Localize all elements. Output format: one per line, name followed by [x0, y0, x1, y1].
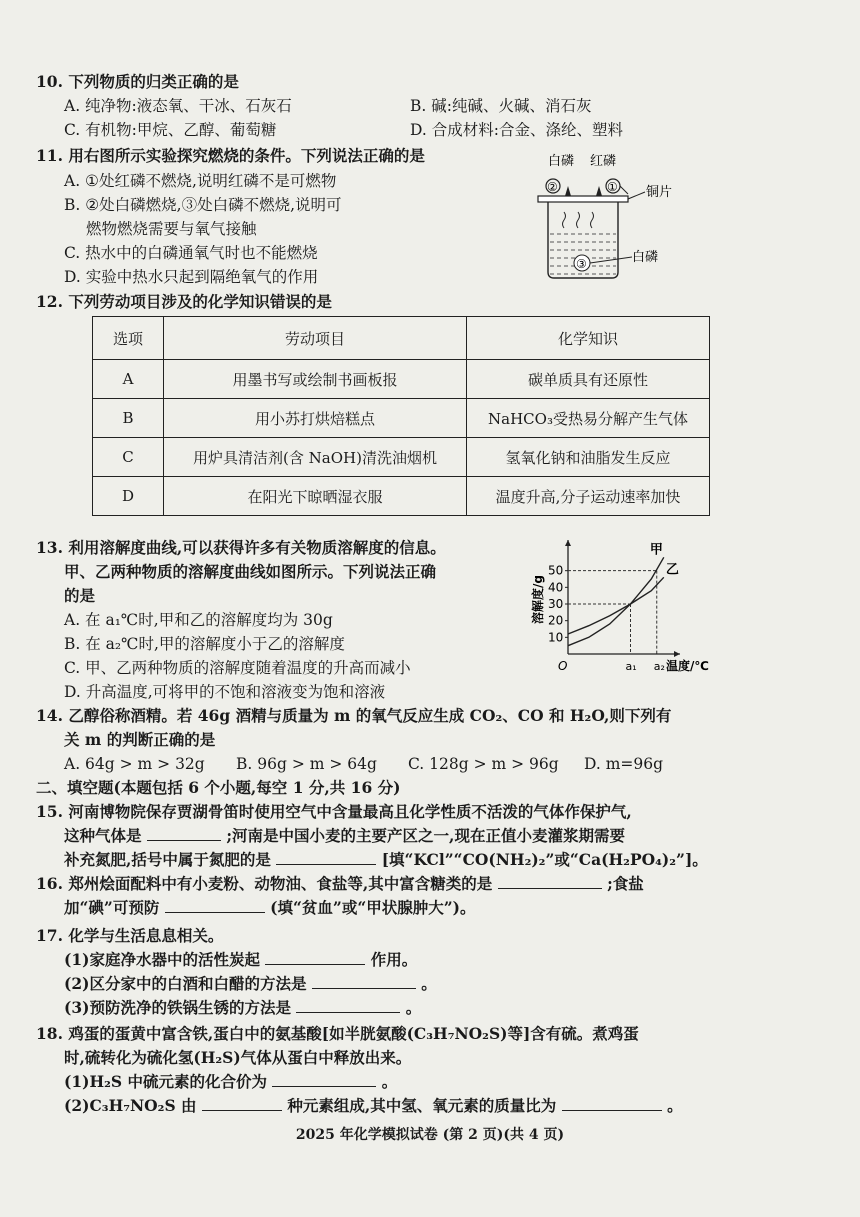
series-line-乙 — [568, 577, 664, 634]
q14-stem-line2: 关 m 的判断正确的是 — [64, 730, 216, 749]
q18-blank-3[interactable] — [562, 1096, 662, 1111]
q16-text: 加“碘”可预防 — [64, 898, 160, 917]
q15-blank-2[interactable] — [276, 850, 376, 865]
combustion-apparatus-figure — [520, 150, 720, 285]
table-cell: B — [93, 399, 164, 438]
fig-mark-2: ② — [547, 180, 558, 194]
q11-stem: 11. 用右图所示实验探究燃烧的条件。下列说法正确的是 — [36, 146, 425, 165]
q15-text: 补充氮肥,括号中属于氮肥的是 — [64, 850, 271, 869]
table-row — [93, 477, 710, 516]
q13-option-d: D. 升高温度,可将甲的不饱和溶液变为饱和溶液 — [64, 683, 386, 701]
q14-stem-line1: 14. 乙醇俗称酒精。若 46g 酒精与质量为 m 的氧气反应生成 CO₂、CO 和 H₂O,则下列有 — [36, 706, 672, 725]
q10-option-c: C. 有机物:甲烷、乙醇、葡萄糖 — [64, 121, 277, 139]
q13-stem-line1: 13. 利用溶解度曲线,可以获得许多有关物质溶解度的信息。 — [36, 538, 446, 557]
q18-text: 。 — [381, 1072, 398, 1091]
table-cell: 在阳光下晾晒湿衣服 — [164, 477, 467, 516]
q10-stem: 10. 下列物质的归类正确的是 — [36, 72, 239, 91]
table-header: 劳动项目 — [164, 317, 467, 360]
q16-blank-1[interactable] — [498, 874, 602, 889]
table-cell: 用小苏打烘焙糕点 — [164, 399, 467, 438]
y-tick-label: 40 — [548, 580, 564, 595]
q17-text: (2)区分家中的白酒和白醋的方法是 — [64, 974, 307, 993]
q14-option-a: A. 64g > m > 32g — [64, 755, 205, 773]
q17-sub3 — [64, 998, 421, 1018]
fig-label-white-p: 白磷 — [548, 154, 575, 169]
table-header-row — [93, 317, 710, 360]
q11-option-c: C. 热水中的白磷通氧气时也不能燃烧 — [64, 244, 318, 262]
q17-blank-1[interactable] — [265, 950, 365, 965]
table-row — [93, 438, 710, 477]
q16-line2 — [64, 898, 476, 918]
q17-blank-2[interactable] — [312, 974, 416, 989]
q15-line2 — [64, 826, 625, 846]
q17-text: (3)预防洗净的铁锅生锈的方法是 — [64, 998, 291, 1017]
y-tick-label: 20 — [548, 613, 564, 628]
q15-line1: 15. 河南博物院保存贾湖骨笛时使用空气中含量最高且化学性质不活泼的气体作保护气, — [36, 802, 632, 821]
q14-option-d: D. m=96g — [584, 755, 664, 773]
table-header: 选项 — [93, 317, 164, 360]
q11-option-d: D. 实验中热水只起到隔绝氧气的作用 — [64, 268, 319, 286]
series-label: 甲 — [649, 542, 663, 558]
q18-blank-2[interactable] — [202, 1096, 282, 1111]
q18-text: (1)H₂S 中硫元素的化合价为 — [64, 1072, 267, 1091]
q16-text: (填“贫血”或“甲状腺肿大”)。 — [270, 898, 476, 917]
q10-option-a: A. 纯净物:液态氧、干冰、石灰石 — [64, 97, 292, 115]
table-row — [93, 399, 710, 438]
q10-option-d: D. 合成材料:合金、涤纶、塑料 — [410, 121, 623, 139]
q18-text: 种元素组成,其中氢、氧元素的质量比为 — [287, 1096, 557, 1115]
q18-text: (2)C₃H₇NO₂S 由 — [64, 1096, 197, 1115]
q15-text: ;河南是中国小麦的主要产区之一,现在正值小麦灌浆期需要 — [226, 826, 625, 845]
q16-text: 16. 郑州烩面配料中有小麦粉、动物油、食盐等,其中富含糖类的是 — [36, 874, 493, 893]
q17-stem: 17. 化学与生活息息相关。 — [36, 926, 224, 945]
q12-table — [92, 316, 710, 516]
q17-text: 。 — [421, 974, 437, 993]
q15-line3 — [64, 850, 708, 870]
x-axis-label: 温度/℃ — [666, 659, 709, 673]
table-cell: 用炉具清洁剂(含 NaOH)清洗油烟机 — [164, 438, 467, 477]
table-cell: 温度升高,分子运动速率加快 — [467, 477, 710, 516]
origin-label: O — [558, 659, 568, 673]
y-tick-label: 10 — [548, 630, 564, 645]
q11-option-b-cont: 燃物燃烧需要与氧气接触 — [86, 220, 257, 238]
q13-stem-line2: 甲、乙两种物质的溶解度曲线如图所示。下列说法正确 — [64, 562, 437, 581]
q18-sub1 — [64, 1072, 397, 1092]
solubility-chart — [510, 536, 709, 676]
q12-stem: 12. 下列劳动项目涉及的化学知识错误的是 — [36, 292, 332, 311]
x-tick-label: a₂ — [653, 660, 665, 673]
table-row — [93, 360, 710, 399]
y-axis-arrow — [565, 540, 571, 546]
q10-option-b: B. 碱:纯碱、火碱、消石灰 — [410, 97, 592, 115]
table-cell: C — [93, 438, 164, 477]
q16-blank-2[interactable] — [165, 898, 265, 913]
q15-text: [填“KCl”“CO(NH₂)₂”或“Ca(H₂PO₄)₂”]。 — [381, 850, 708, 869]
table-header: 化学知识 — [467, 317, 710, 360]
q15-text: 这种气体是 — [64, 826, 142, 845]
q18-line1: 18. 鸡蛋的蛋黄中富含铁,蛋白中的氨基酸[如半胱氨酸(C₃H₇NO₂S)等]含有硫。煮鸡蛋 — [36, 1024, 639, 1043]
q14-option-b: B. 96g > m > 64g — [236, 755, 377, 773]
y-tick-label: 50 — [548, 563, 564, 578]
q13-option-c: C. 甲、乙两种物质的溶解度随着温度的升高而减小 — [64, 659, 411, 677]
y-axis-label: 溶解度/g — [531, 575, 545, 624]
q14-option-c: C. 128g > m > 96g — [408, 755, 559, 773]
fig-mark-3: ③ — [576, 257, 587, 271]
q17-sub1 — [64, 950, 417, 970]
fig-label-copper: 铜片 — [646, 185, 673, 200]
x-axis-arrow — [674, 651, 680, 657]
q13-option-b: B. 在 a₂℃时,甲的溶解度小于乙的溶解度 — [64, 635, 345, 653]
fig-mark-1: ① — [607, 180, 618, 194]
q18-line2: 时,硫转化为硫化氢(H₂S)气体从蛋白中释放出来。 — [64, 1048, 412, 1067]
q15-blank-1[interactable] — [147, 826, 221, 841]
table-cell: D — [93, 477, 164, 516]
q16-line1 — [36, 874, 644, 894]
q18-blank-1[interactable] — [272, 1072, 376, 1087]
series-label: 乙 — [665, 562, 679, 578]
q16-text: ;食盐 — [607, 874, 644, 893]
q11-option-a: A. ①处红磷不燃烧,说明红磷不是可燃物 — [64, 172, 337, 190]
q11-option-b: B. ②处白磷燃烧,③处白磷不燃烧,说明可 — [64, 196, 342, 214]
fig-label-white-p-2: 白磷 — [632, 250, 659, 265]
q13-stem-line3: 的是 — [64, 586, 96, 605]
q13-option-a: A. 在 a₁℃时,甲和乙的溶解度均为 30g — [64, 611, 333, 629]
q17-text: 。 — [405, 998, 422, 1017]
q18-text: 。 — [667, 1096, 683, 1115]
q17-blank-3[interactable] — [296, 998, 400, 1013]
q17-text: (1)家庭净水器中的活性炭起 — [64, 950, 260, 969]
page-footer: 2025 年化学模拟试卷 (第 2 页)(共 4 页) — [295, 1127, 565, 1143]
table-cell: 碳单质具有还原性 — [467, 360, 710, 399]
q17-text: 作用。 — [370, 950, 418, 969]
table-cell: NaHCO₃受热易分解产生气体 — [467, 399, 710, 438]
section-2-heading: 二、填空题(本题包括 6 个小题,每空 1 分,共 16 分) — [36, 778, 401, 797]
table-cell: 用墨书写或绘制书画板报 — [164, 360, 467, 399]
y-tick-label: 30 — [548, 597, 564, 611]
x-tick-label: a₁ — [625, 660, 637, 673]
table-cell: A — [93, 360, 164, 399]
q18-sub2 — [64, 1096, 683, 1116]
fig-label-red-p: 红磷 — [590, 154, 617, 169]
table-cell: 氢氧化钠和油脂发生反应 — [467, 438, 710, 477]
q17-sub2 — [64, 974, 437, 994]
